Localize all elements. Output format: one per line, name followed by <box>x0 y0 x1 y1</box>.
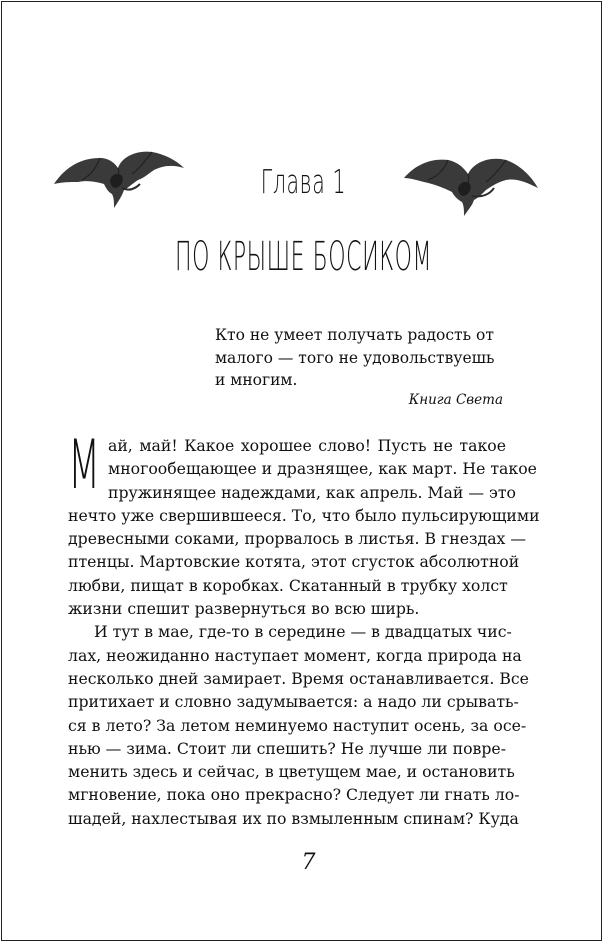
text-line: ай, май! Какое хорошее слово! Пусть не такое <box>108 436 506 455</box>
text-line: нечто уже свершившееся. То, что было пульсирующими <box>68 505 540 525</box>
text-line: шадей, нахлестывая их по взмыленным спинам? Куда <box>68 808 519 828</box>
text-line: несколько дней замирает. Время останавливается. Все <box>68 668 529 688</box>
epigraph-line: малого — того не удовольствуешь <box>215 348 495 367</box>
book-page <box>1 1 602 941</box>
epigraph-line: и многим. <box>215 371 298 389</box>
chapter-label: Глава 1 <box>260 162 347 201</box>
text-line: многообещающее и дразнящее, как март. Не такое <box>108 459 537 479</box>
text-line: древесными соками, прорвалось в листья. В гнездах — <box>68 529 527 549</box>
text-line: ся в лето? За летом неминуемо наступит осень, за осе- <box>68 715 527 735</box>
text-line: жизни спешит развернуться во всю ширь. <box>68 599 420 619</box>
text-line: птенцы. Мартовские котята, этот сгусток абсолютной <box>68 552 520 572</box>
text-line: любви, пищат в коробках. Скатанный в трубку холст <box>68 575 508 595</box>
text-line: пружинящее надеждами, как апрель. Май — это <box>108 482 516 502</box>
epigraph-source: Книга Света <box>408 392 503 408</box>
chapter-body <box>68 426 540 830</box>
page-number: 7 <box>301 850 316 875</box>
drop-cap: М <box>68 426 101 505</box>
epigraph-line: Кто не умеет получать радость от <box>215 326 494 344</box>
text-line: мгновение, пока оно прекрасно? Следует ли гнать ло- <box>68 785 520 805</box>
text-line: нью — зима. Стоит ли спешить? Не лучше ли повре- <box>68 738 506 758</box>
text-line: лах, неожиданно наступает момент, когда природа на <box>68 645 522 665</box>
chapter-title: ПО КРЫШЕ БОСИКОМ <box>174 234 433 280</box>
text-line: И тут в мае, где-то в середине — в двадцатых чис- <box>94 622 512 642</box>
text-line: менить здесь и сейчас, в цветущем мае, и остановить <box>68 762 515 782</box>
text-line: притихает и словно задумывается: а надо ли срывать- <box>68 692 519 712</box>
epigraph <box>215 324 507 392</box>
